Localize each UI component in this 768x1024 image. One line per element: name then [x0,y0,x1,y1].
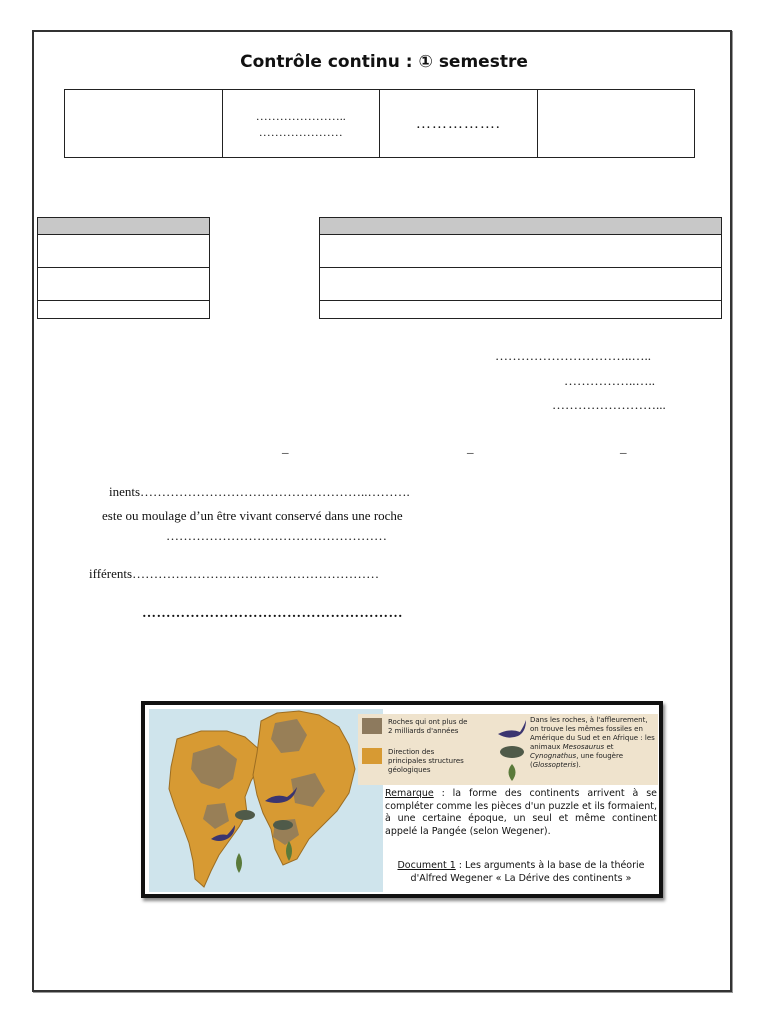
remark-text: : la forme des continents arrivent à se compléter comme les pièces d'un puzzle et ils formaient, à une certaine époque, un seul et même continent appelé la Pangée (selon Wegener). [385,788,658,837]
left-grid-row-1[interactable] [38,235,210,268]
caption-text: : Les arguments à la base de la théorie d'Alfred Wegener « La Dérive des continents » [410,860,645,884]
caption-label: Document 1 [397,860,456,871]
legend-old-rocks: Roches qui ont plus de 2 milliards d'années [388,718,468,735]
legend-fossils [530,716,656,770]
header-cell-2-line-1: ………………….. [255,108,346,123]
cynognathus-icon [500,746,524,758]
right-grid-table [319,217,722,319]
pangea-map-drawing [149,709,383,892]
structures-swatch [362,748,382,764]
glossopteris-icon [509,764,516,781]
legend-fossils-text-d: ). [575,761,581,769]
blank-dash-3: _ [620,440,627,455]
legend-genus-mesosaurus: Mesosaurus [562,743,605,751]
cynognathus-fossil-1 [235,810,255,820]
right-grid-row-1[interactable] [320,235,722,268]
header-cell-4[interactable] [537,90,695,158]
legend-fossils-text-b: et [604,743,614,751]
figure-legend [358,714,658,785]
legend-genus-glossopteris: Glossopteris [532,761,576,769]
legend-genus-cynognathus: Cynognathus [530,752,577,760]
header-cell-1[interactable] [65,90,223,158]
left-grid-header [38,218,210,235]
old-rocks-swatch [362,718,382,734]
header-cell-3[interactable]: ……………. [380,90,538,158]
mesosaurus-icon [498,720,526,738]
left-grid-row-2[interactable] [38,268,210,301]
figure-caption [385,860,657,885]
glossopteris-fossil-1 [236,853,242,873]
blank-dash-2: _ [467,440,474,455]
right-grid-row-3[interactable] [320,301,722,319]
answer-line-3[interactable]: ……………………... [552,397,666,412]
document-title: Contrôle continu : ① semestre [240,52,528,72]
pangea-map [149,709,383,892]
legend-structures: Direction des principales structures géologiques [388,748,464,774]
right-grid-row-2[interactable] [320,268,722,301]
answer-line-1[interactable]: …………………………..….. [495,348,651,363]
remark-label: Remarque [385,788,434,799]
blank-dash-1: _ [282,440,289,455]
left-grid-row-3[interactable] [38,301,210,319]
answer-line-4[interactable]: inents……………………………………………..………. [109,484,410,499]
answer-line-7[interactable]: ifférents………………………………………………… [89,566,380,581]
definition-line: este ou moulage d’un être vivant conservé dans une roche [102,508,403,523]
right-grid-header [320,218,722,235]
answer-line-6[interactable]: …………………………………………… [166,528,387,543]
cynognathus-fossil-2 [273,820,293,830]
legend-fossils-text-c: , une fougère ( [530,752,624,769]
figure-remark [385,788,657,838]
answer-line-8[interactable]: ……………………………………………… [142,606,403,621]
legend-fossils-text-a: Dans les roches, à l'affleurement, on trouve les mêmes fossiles en Amérique du Sud et en Afrique : les animaux [530,716,655,751]
header-table [64,89,695,158]
header-cell-2[interactable] [222,90,380,158]
left-grid-table [37,217,210,319]
fossil-icons [496,716,528,782]
header-cell-2-line-2: ………………… [258,124,343,139]
answer-line-2[interactable]: ……………..….. [564,373,655,388]
document-1-figure [141,701,663,898]
